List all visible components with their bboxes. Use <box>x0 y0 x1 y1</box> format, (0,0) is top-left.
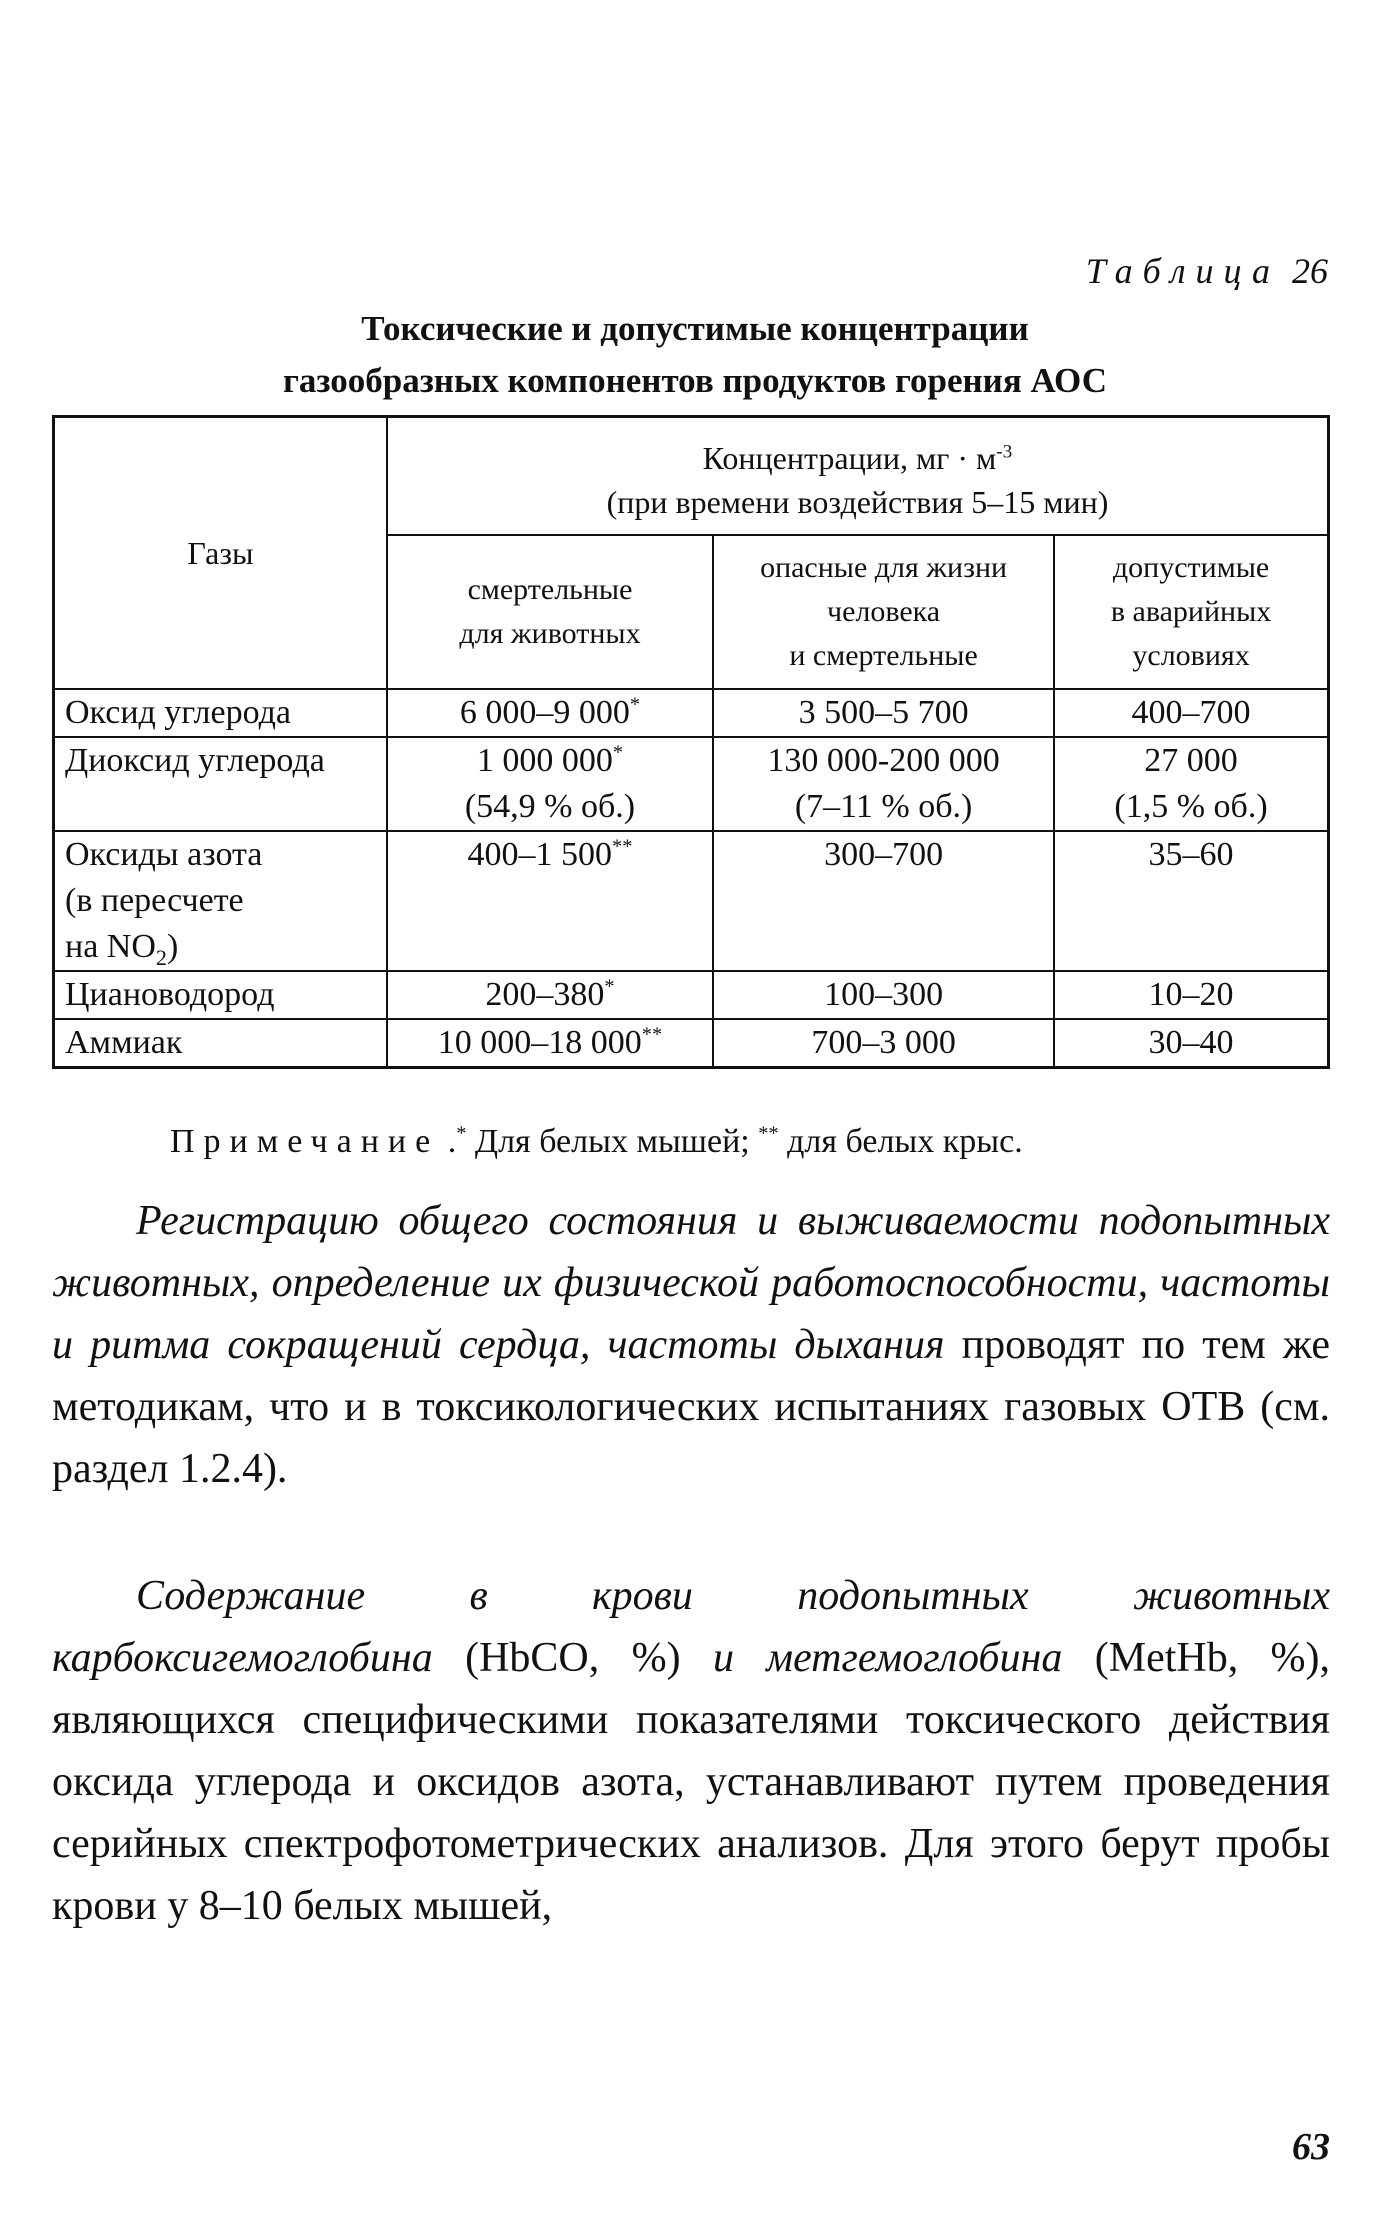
cell-permissible: 400–700 <box>1054 689 1328 737</box>
note-mark-1: * <box>456 1122 467 1145</box>
header-row-1 <box>54 417 1329 536</box>
cell-gas <box>54 831 387 971</box>
table-row <box>54 831 1329 971</box>
cell-dangerous: 700–3 000 <box>713 1019 1054 1068</box>
table-label-number: 26 <box>1292 251 1328 291</box>
cell-dangerous: 300–700 <box>713 831 1054 971</box>
header-dangerous-line-3: и смертельные <box>789 639 978 672</box>
cell-lethal <box>387 831 713 971</box>
header-permissible-line-2: в аварийных <box>1110 595 1272 628</box>
cell-dangerous <box>713 737 1054 831</box>
footnote-mark: * <box>612 741 624 764</box>
header-permissible <box>1054 535 1328 689</box>
cell-lethal-value: 6 000–9 000 <box>459 694 630 731</box>
note-text-1: Для белых мышей; <box>474 1123 750 1160</box>
footnote-mark: ** <box>641 1023 663 1046</box>
cell-gas-close-paren: ) <box>166 928 179 965</box>
cell-lethal-value: 1 000 000 <box>476 742 613 779</box>
note-label: Примечание <box>170 1123 440 1160</box>
paragraph-1-text: проводят по тем же методикам, что и в токсикологических испытаниях газовых ОТВ (см. раздел 1.2.4). <box>52 1322 1331 1492</box>
header-lethal-line-1: смертельные <box>467 573 633 606</box>
table-title-line-1: Токсические и допустимые концентрации <box>361 309 1029 348</box>
cell-lethal-volume: (54,9 % об.) <box>464 788 636 825</box>
concentration-table <box>52 415 1330 1069</box>
cell-gas-line-3: на NO <box>65 928 156 965</box>
header-lethal-animals <box>387 535 713 689</box>
table-row <box>54 971 1329 1019</box>
cell-dangerous: 3 500–5 700 <box>713 689 1054 737</box>
header-dangerous-line-2: человека <box>827 595 941 628</box>
cell-gas: Диоксид углерода <box>54 737 387 831</box>
cell-permissible: 10–20 <box>1054 971 1328 1019</box>
cell-lethal <box>387 971 713 1019</box>
paragraph-2-text-2: (MetHb, %), являющихся специфическими показателями токсического действия оксида углерода и оксидов азота, устанавливают путем проведения серийных спектрофотометрических анализов. Для этого берут пробы крови у 8–10 белых мышей, <box>52 1635 1331 1929</box>
table-title <box>50 303 1340 407</box>
header-dangerous-human <box>713 535 1054 689</box>
cell-dangerous-value: 130 000-200 000 <box>767 742 1000 779</box>
cell-lethal <box>387 737 713 831</box>
paragraph-2-text-1: (HbCO, %) <box>465 1635 681 1681</box>
cell-permissible <box>1054 737 1328 831</box>
cell-permissible: 35–60 <box>1054 831 1328 971</box>
page-number: 63 <box>1292 2126 1330 2168</box>
cell-lethal-value: 10 000–18 000 <box>437 1024 642 1061</box>
paragraph-1 <box>52 1190 1330 1500</box>
header-concentrations-exposure: (при времени воздействия 5–15 мин) <box>606 484 1109 520</box>
cell-permissible-value: 27 000 <box>1144 742 1238 779</box>
paragraph-2-italic-2: и метгемоглобина <box>712 1635 1063 1681</box>
cell-gas: Циановодород <box>54 971 387 1019</box>
paragraph-2-italic-1: Содержание в крови подопытных животных карбоксигемоглобина <box>52 1573 1330 1681</box>
paragraph-2 <box>52 1565 1330 1937</box>
footnote-mark: * <box>629 693 641 716</box>
cell-gas: Аммиак <box>54 1019 387 1068</box>
note-text-2: для белых крыс. <box>787 1123 1023 1160</box>
cell-gas-line-2: (в пересчете <box>65 882 244 919</box>
table-row <box>54 737 1329 831</box>
note-mark-2: ** <box>758 1122 779 1145</box>
cell-gas-line-1: Оксиды азота <box>65 836 263 873</box>
cell-gas-subscript: 2 <box>155 944 167 970</box>
table-row <box>54 1019 1329 1068</box>
cell-permissible-volume: (1,5 % об.) <box>1114 788 1268 825</box>
table-row <box>54 689 1329 737</box>
cell-permissible: 30–40 <box>1054 1019 1328 1068</box>
cell-lethal-value: 200–380 <box>485 976 605 1013</box>
header-lethal-line-2: для животных <box>459 617 641 650</box>
cell-lethal <box>387 1019 713 1068</box>
cell-gas: Оксид углерода <box>54 689 387 737</box>
cell-lethal <box>387 689 713 737</box>
header-concentrations-exponent: -3 <box>996 441 1013 463</box>
header-gases: Газы <box>54 417 387 690</box>
header-concentrations <box>387 417 1329 536</box>
table-label <box>1086 250 1328 292</box>
header-dangerous-line-1: опасные для жизни <box>760 551 1008 584</box>
footnote-mark: * <box>604 975 615 998</box>
header-permissible-line-1: допустимые <box>1112 551 1270 584</box>
header-concentrations-text: Концентрации, мг · м <box>702 440 997 476</box>
table-label-word: Таблица <box>1085 251 1280 291</box>
table-title-line-2: газообразных компонентов продуктов горения АОС <box>283 361 1107 400</box>
header-permissible-line-3: условиях <box>1132 639 1250 672</box>
cell-dangerous: 100–300 <box>713 971 1054 1019</box>
cell-lethal-value: 400–1 500 <box>467 836 613 873</box>
cell-dangerous-volume: (7–11 % об.) <box>794 788 973 825</box>
table-note: Примечание .* Для белых мышей; ** для белых крыс. <box>170 1122 1023 1160</box>
paragraph-1-italic: Регистрацию общего состояния и выживаемости подопытных животных, определение их физической работоспособности, частоты и ритма сокращений сердца, частоты дыхания <box>52 1198 1330 1368</box>
footnote-mark: ** <box>612 835 633 858</box>
